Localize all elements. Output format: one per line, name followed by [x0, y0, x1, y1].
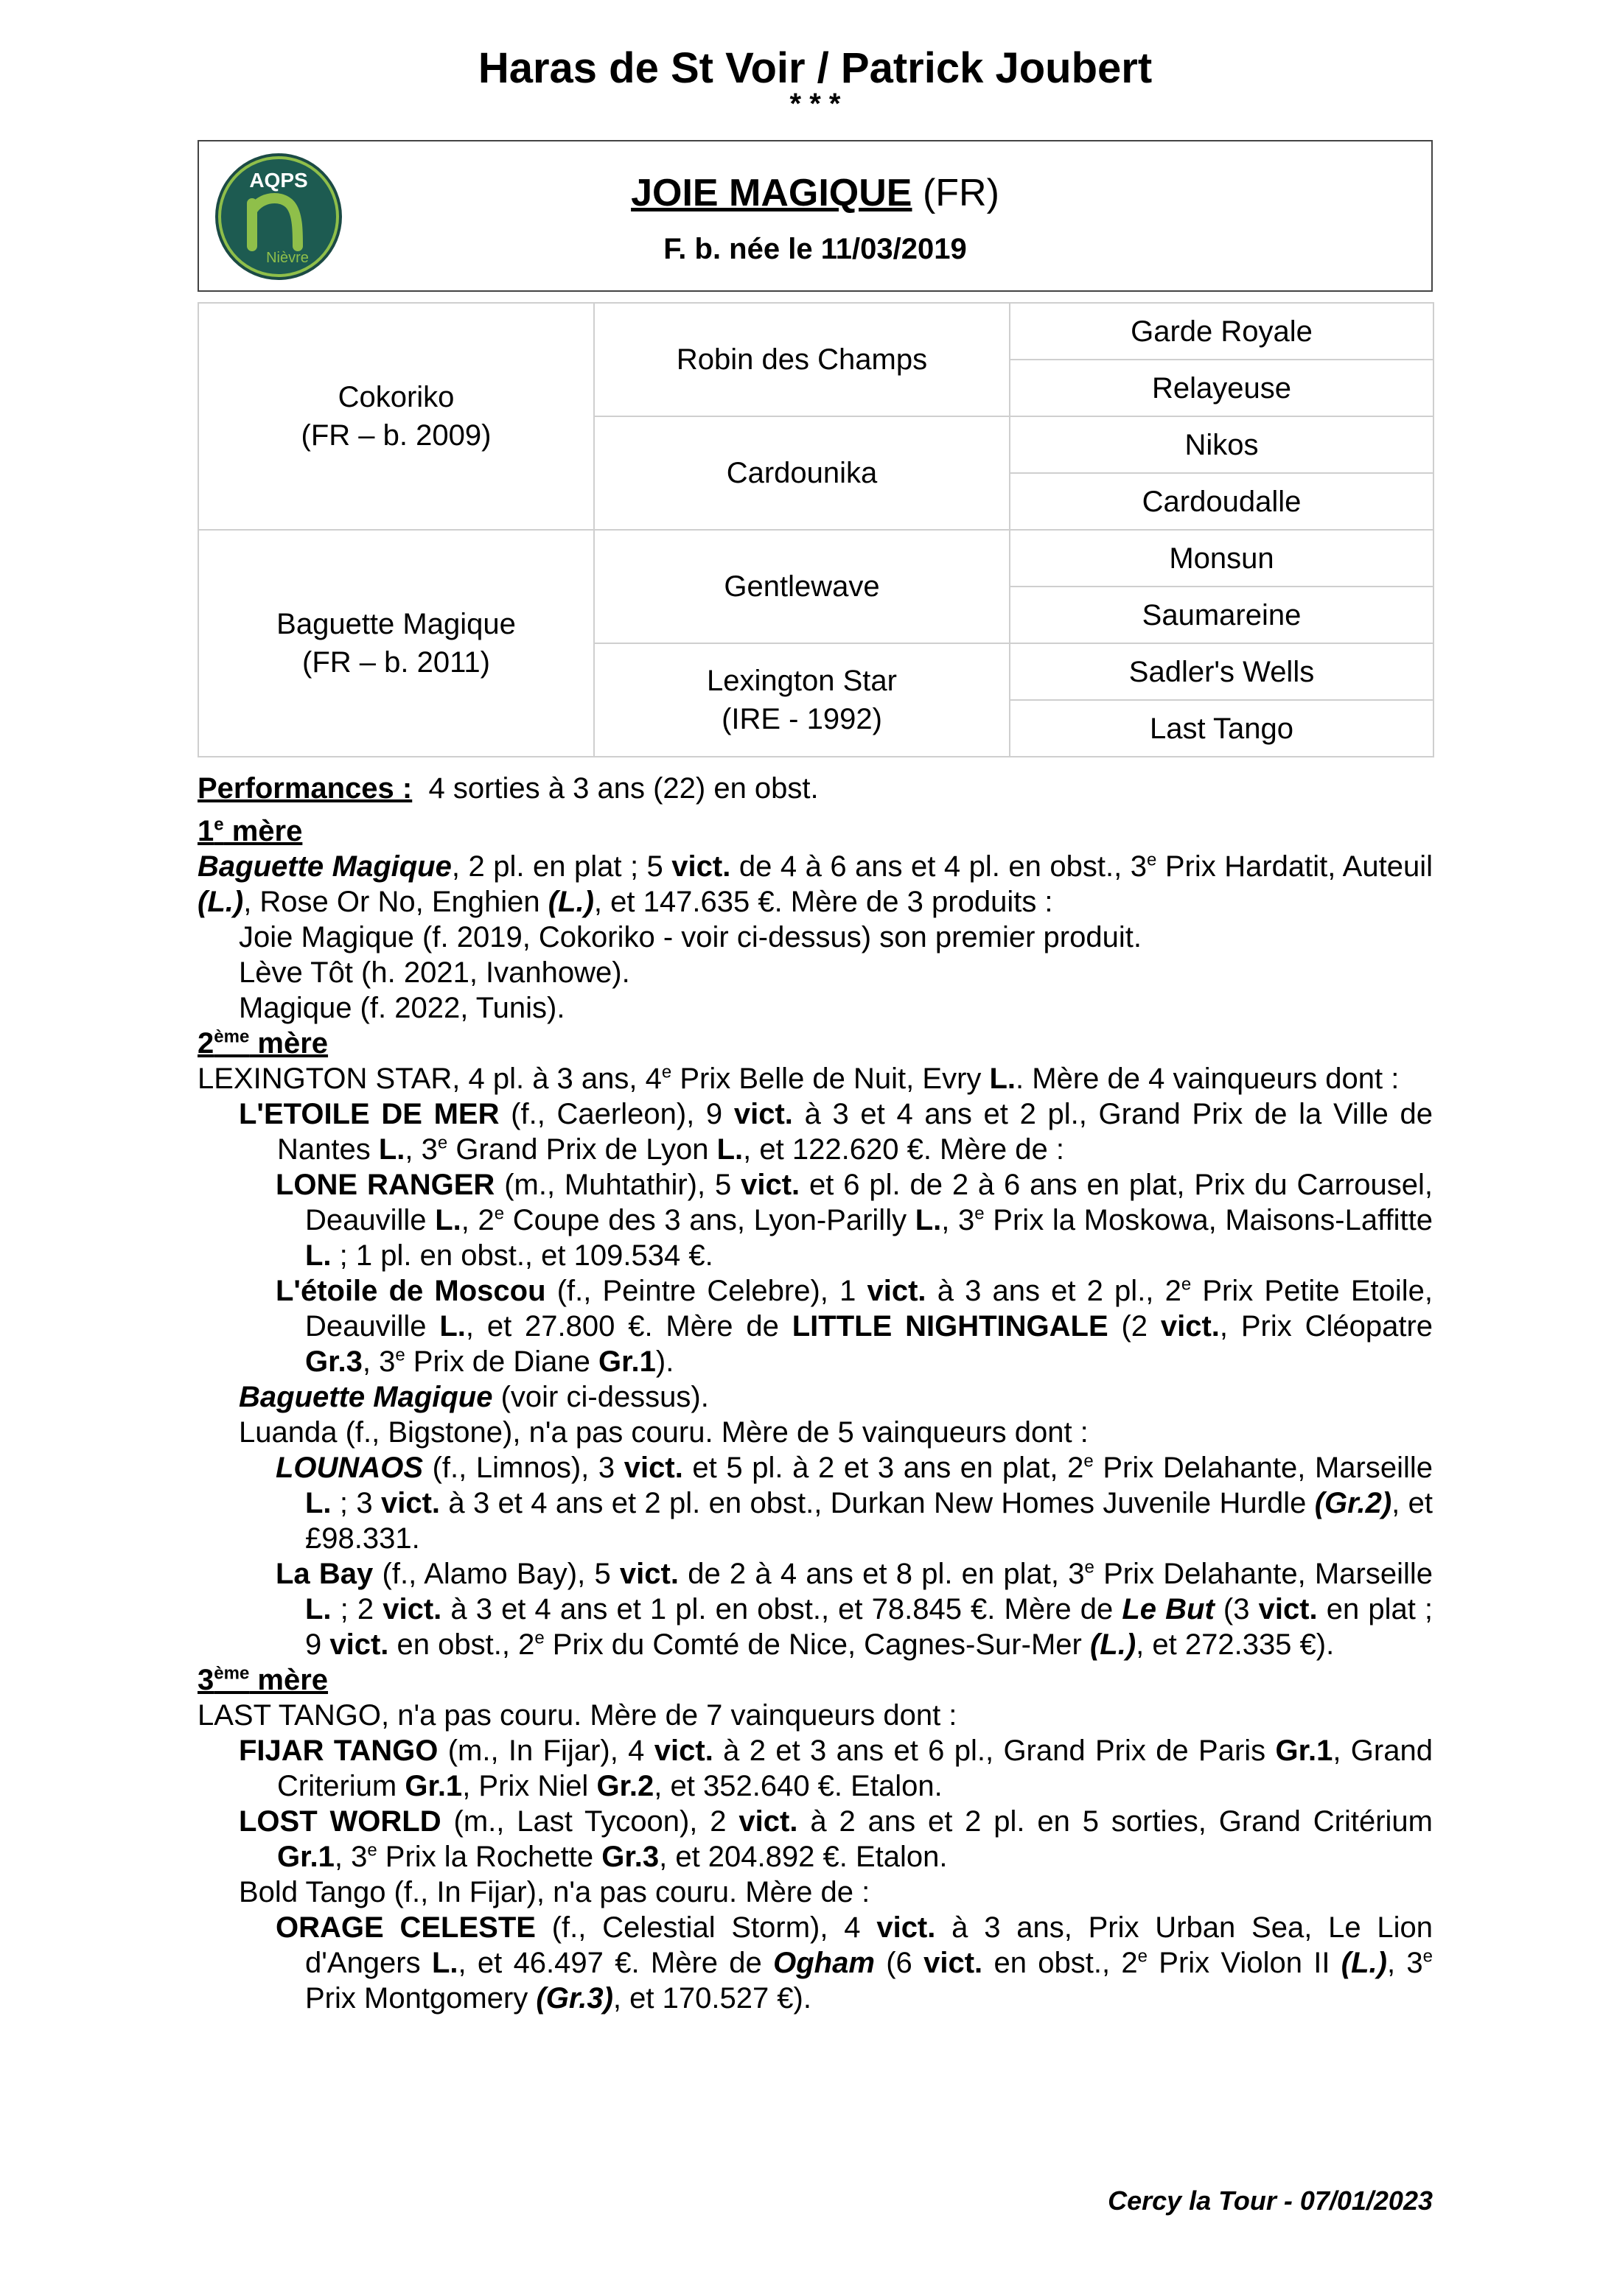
pedigree-sire-sire: Robin des Champs: [594, 303, 1010, 416]
pedigree-sire-dam: Cardounika: [594, 416, 1010, 530]
pedigree-gen3-8: Last Tango: [1010, 700, 1433, 757]
horse-name: [199, 171, 1431, 215]
footer-place-date: Cercy la Tour - 07/01/2023: [1108, 2185, 1433, 2216]
document-body: [198, 771, 1433, 2016]
horse-header-box: [198, 140, 1433, 292]
pedigree-gen3-4: Cardoudalle: [1010, 473, 1433, 530]
title-stars: * * *: [789, 88, 841, 120]
third-dam-produce-2: LOST WORLD (m., Last Tycoon), 2 vict. à 2 ans et 2 pl. en 5 sorties, Grand Critérium Gr.1, 3e Prix la Rochette Gr.3, et 204.892 €. Etalon.: [239, 1805, 1433, 1873]
second-dam-grandproduce-2: L'étoile de Moscou (f., Peintre Celebre), 1 vict. à 3 ans et 2 pl., 2e Prix Petite Etoile, Deauville L., et 27.800 €. Mère de LITTLE NIGHTINGALE (2 vict., Prix Cléopatre Gr.3, 3e Prix de Diane Gr.1).: [276, 1274, 1433, 1378]
horse-details: F. b. née le 11/03/2019: [663, 233, 967, 265]
performances-line: Performances : 4 sorties à 3 ans (22) en obst.: [198, 772, 819, 805]
pedigree-gen3-2: Relayeuse: [1010, 360, 1433, 416]
pedigree-gen3-5: Monsun: [1010, 530, 1433, 587]
pedigree-gen3-1: Garde Royale: [1010, 303, 1433, 360]
second-dam-grandproduce-4: La Bay (f., Alamo Bay), 5 vict. de 2 à 4 ans et 8 pl. en plat, 3e Prix Delahante, Marseille L. ; 2 vict. à 3 et 4 ans et 1 pl. en obst., et 78.845 €. Mère de Le But (3 vict. en plat ; 9 vict. en obst., 2e Prix du Comté de Nice, Cagnes-Sur-Mer (L.), et 272.335 €).: [276, 1557, 1433, 1661]
first-dam-heading: 1e mère: [198, 814, 303, 847]
produce-2: Lève Tôt (h. 2021, Ivanhowe).: [239, 956, 630, 989]
produce-3: Magique (f. 2022, Tunis).: [239, 992, 565, 1024]
pedigree-dam: Baguette Magique (FR – b. 2011): [198, 530, 594, 757]
pedigree-dam-dam: Lexington Star (IRE - 1992): [594, 643, 1010, 757]
third-dam-text: LAST TANGO, n'a pas couru. Mère de 7 vainqueurs dont :: [198, 1699, 957, 1732]
second-dam-produce-1: L'ETOILE DE MER (f., Caerleon), 9 vict. à 3 et 4 ans et 2 pl., Grand Prix de la Ville de Nantes L., 3e Grand Prix de Lyon L., et 122.620 €. Mère de :: [239, 1098, 1433, 1166]
document-page: [198, 44, 1433, 2016]
pedigree-gen3-3: Nikos: [1010, 416, 1433, 473]
horse-origin: (FR): [922, 172, 999, 214]
pedigree-gen3-6: Saumareine: [1010, 587, 1433, 643]
svg-text:AQPS: AQPS: [249, 169, 308, 192]
second-dam-produce-3: Luanda (f., Bigstone), n'a pas couru. Mère de 5 vainqueurs dont :: [239, 1416, 1089, 1449]
second-dam-grandproduce-3: LOUNAOS (f., Limnos), 3 vict. et 5 pl. à 2 et 3 ans en plat, 2e Prix Delahante, Marseille L. ; 3 vict. à 3 et 4 ans et 2 pl. en obst., Durkan New Homes Juvenile Hurdle (Gr.2), et £98.331.: [276, 1451, 1433, 1555]
pedigree-dam-sire: Gentlewave: [594, 530, 1010, 643]
pedigree-table: [198, 302, 1434, 757]
third-dam-heading: 3ème mère: [198, 1663, 329, 1696]
third-dam-grandproduce-1: ORAGE CELESTE (f., Celestial Storm), 4 vict. à 3 ans, Prix Urban Sea, Le Lion d'Angers L., et 46.497 €. Mère de Ogham (6 vict. en obst., 2e Prix Violon II (L.), 3e Prix Montgomery (Gr.3), et 170.527 €).: [276, 1911, 1433, 2015]
second-dam-text: LEXINGTON STAR, 4 pl. à 3 ans, 4e Prix Belle de Nuit, Evry L.. Mère de 4 vainqueurs dont :: [198, 1062, 1400, 1095]
first-dam-text: Baguette Magique, 2 pl. en plat ; 5 vict. de 4 à 6 ans et 4 pl. en obst., 3e Prix Hardatit, Auteuil (L.), Rose Or No, Enghien (L.), et 147.635 €. Mère de 3 produits :: [198, 850, 1433, 918]
page-title: Haras de St Voir / Patrick Joubert: [478, 44, 1153, 92]
second-dam-heading: 2ème mère: [198, 1026, 329, 1060]
produce-1: Joie Magique (f. 2019, Cokoriko - voir ci-dessus) son premier produit.: [239, 921, 1142, 953]
third-dam-produce-1: FIJAR TANGO (m., In Fijar), 4 vict. à 2 et 3 ans et 6 pl., Grand Prix de Paris Gr.1, Grand Criterium Gr.1, Prix Niel Gr.2, et 352.640 €. Etalon.: [239, 1735, 1433, 1802]
second-dam-produce-2: Baguette Magique (voir ci-dessus).: [239, 1381, 709, 1413]
pedigree-gen3-7: Sadler's Wells: [1010, 643, 1433, 700]
pedigree-sire: Cokoriko (FR – b. 2009): [198, 303, 594, 530]
svg-text:Nièvre: Nièvre: [266, 250, 309, 266]
horse-name-text: JOIE MAGIQUE: [631, 172, 912, 214]
second-dam-grandproduce-1: LONE RANGER (m., Muhtathir), 5 vict. et 6 pl. de 2 à 6 ans en plat, Prix du Carrousel, Deauville L., 2e Coupe des 3 ans, Lyon-Parilly L., 3e Prix la Moskowa, Maisons-Laffitte L. ; 1 pl. en obst., et 109.534 €.: [276, 1169, 1433, 1272]
third-dam-produce-3: Bold Tango (f., In Fijar), n'a pas couru. Mère de :: [239, 1876, 870, 1908]
